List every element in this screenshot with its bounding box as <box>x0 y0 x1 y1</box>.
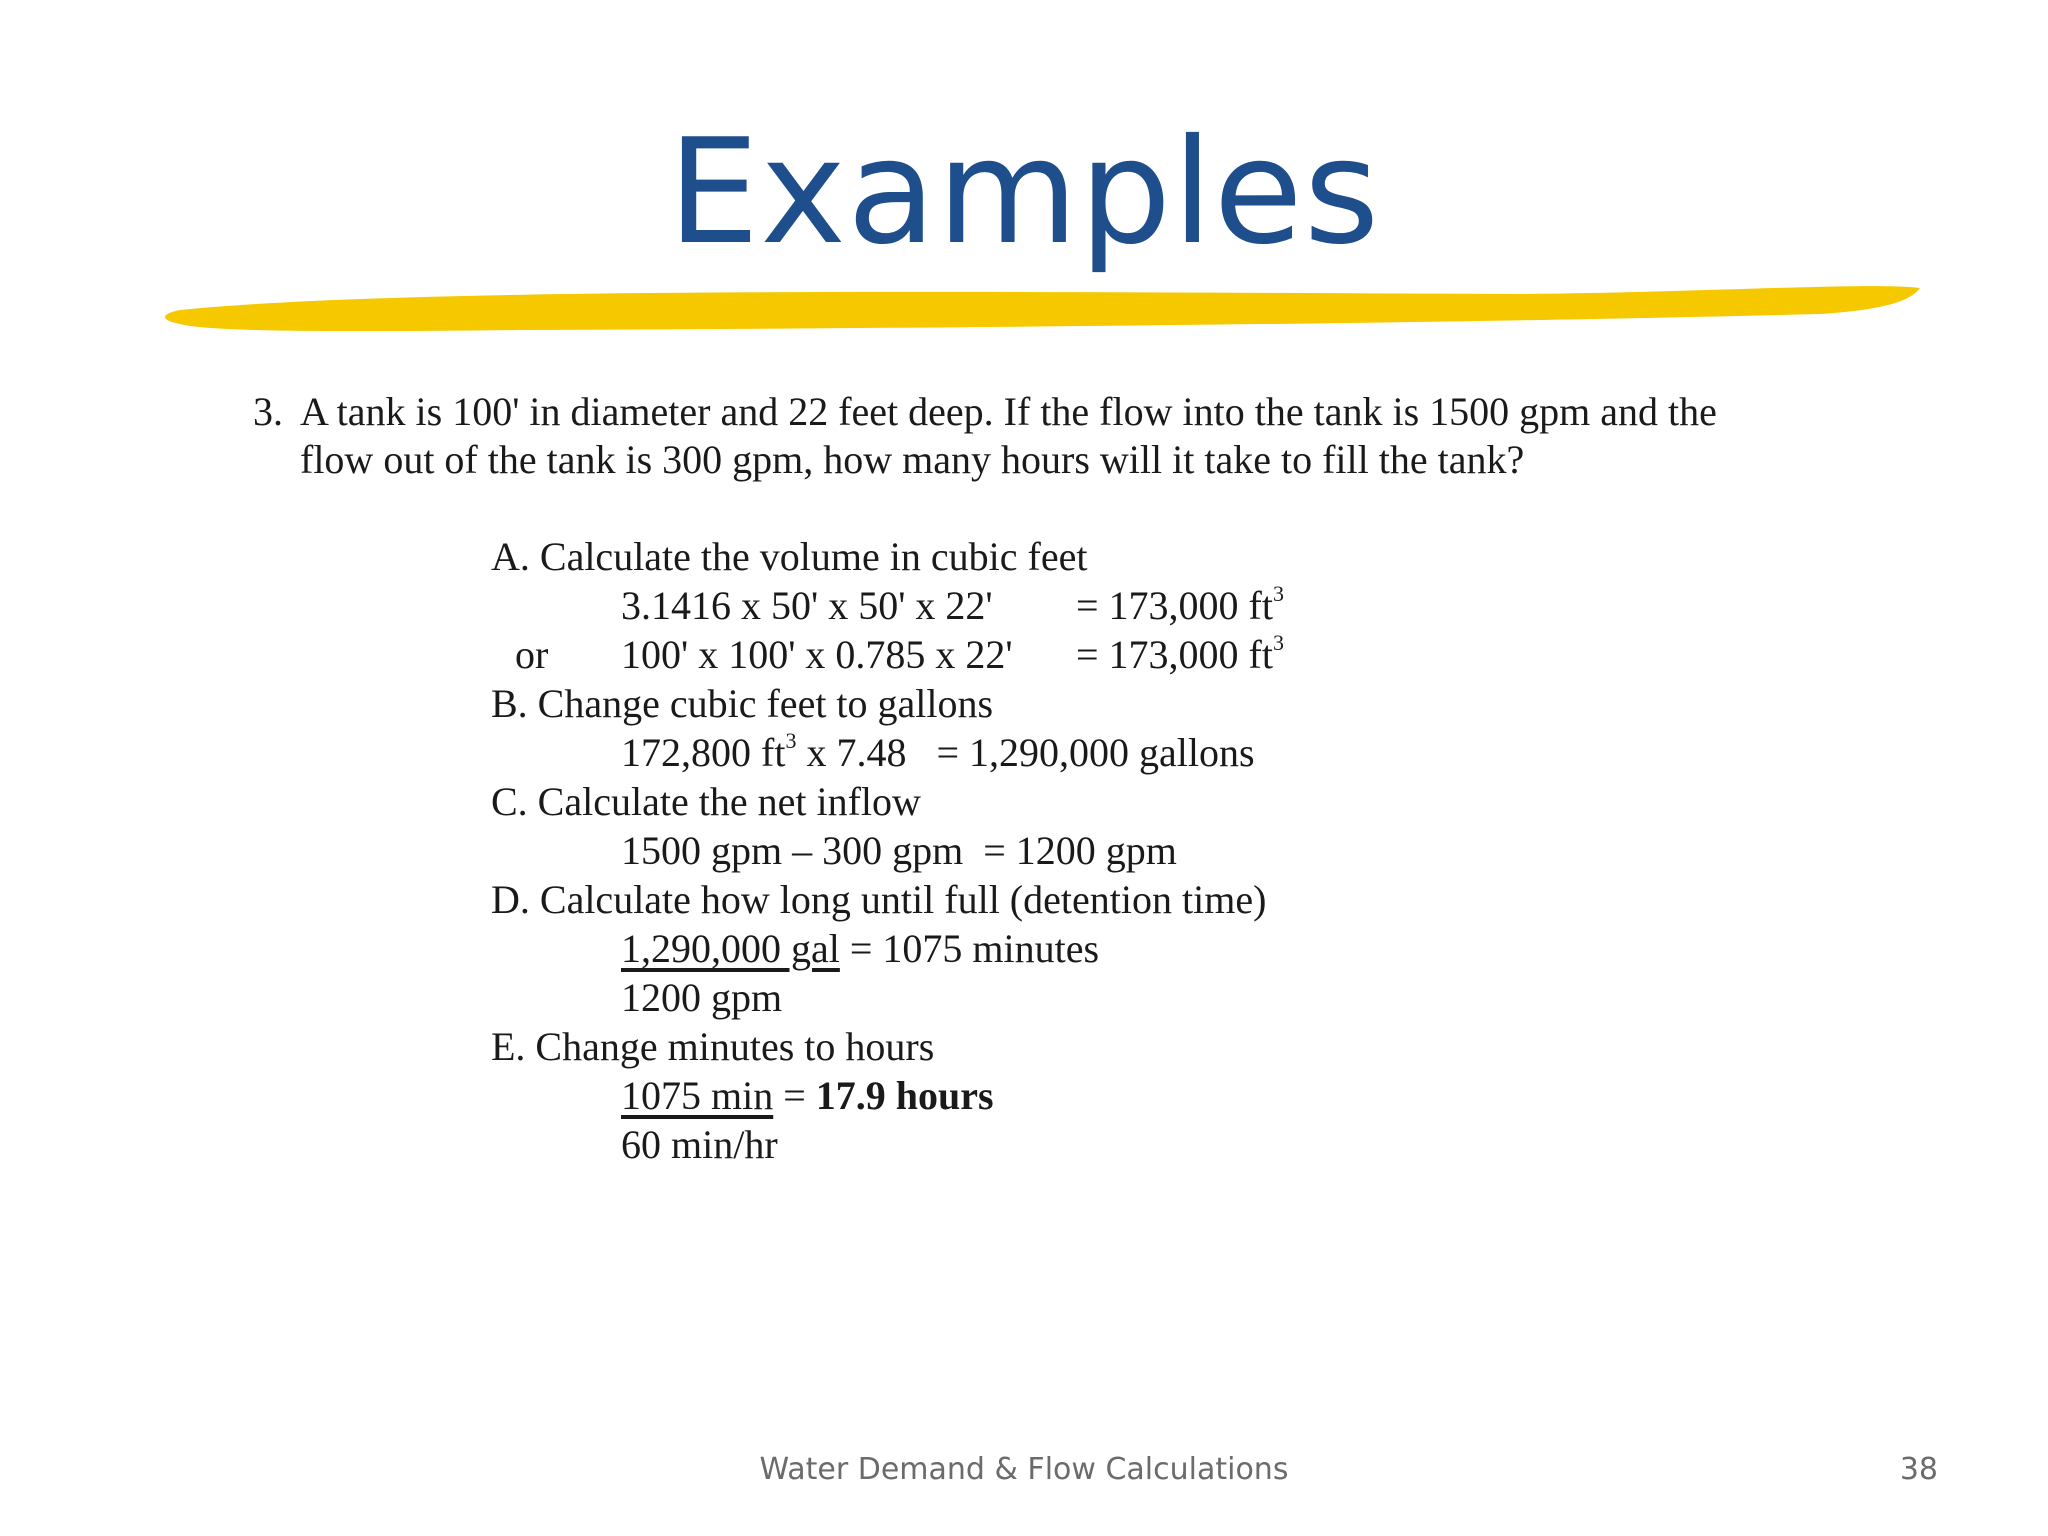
slide-title: Examples <box>667 108 1381 277</box>
step-a-calc-2: or 100' x 100' x 0.785 x 22' = 173,000 $ft^3$ <box>515 630 1284 677</box>
fraction-denominator: 1200 gpm <box>621 975 783 1020</box>
problem-line-2: flow out of the tank is 300 gpm, how many hours will it take to fill the tank? <box>300 437 1525 482</box>
step-d-numerator-row: 1,290,000 gal = 1075 minutes <box>621 926 1100 971</box>
page-number: 38 <box>1899 1452 1938 1487</box>
or-label: or <box>515 632 549 677</box>
step-c-calc: 1500 gpm – 300 gpm = 1200 gpm <box>621 828 1177 873</box>
footer-title: Water Demand & Flow Calculations <box>759 1452 1289 1487</box>
step-e-heading: E. Change minutes to hours <box>491 1024 935 1069</box>
fraction-numerator: 1,290,000 gal <box>621 926 840 971</box>
problem-number: 3. <box>253 389 283 434</box>
final-answer: 17.9 hours <box>815 1073 994 1118</box>
fraction-denominator: 60 min/hr <box>621 1122 778 1167</box>
step-b-calc: 172,800 $ft^3$ x 7.48 = 1,290,000 gallons <box>621 728 1255 775</box>
fraction-numerator: 1075 min <box>621 1073 774 1118</box>
solution-steps <box>491 532 1284 1169</box>
step-d-denominator-row <box>491 973 1266 1022</box>
step-c-heading: C. Calculate the net inflow <box>491 779 921 824</box>
step-d-heading: D. Calculate how long until full (detention time) <box>491 877 1267 922</box>
highlighter-underline <box>120 272 1940 342</box>
problem-line-1: 3. A tank is 100' in diameter and 22 feet deep. If the flow into the tank is 1500 gpm and the <box>253 389 1717 434</box>
step-b-heading: B. Change cubic feet to gallons <box>491 681 994 726</box>
step-e-numerator-row: 1075 min = 17.9 hours <box>621 1073 994 1118</box>
step-a-heading: A. Calculate the volume in cubic feet <box>491 534 1088 579</box>
problem-statement <box>253 388 1873 484</box>
step-a-calc-1: 3.1416 x 50' x 50' x 22' = 173,000 $ft^3$ <box>621 581 1284 628</box>
step-e-denominator-row <box>491 1120 1266 1169</box>
